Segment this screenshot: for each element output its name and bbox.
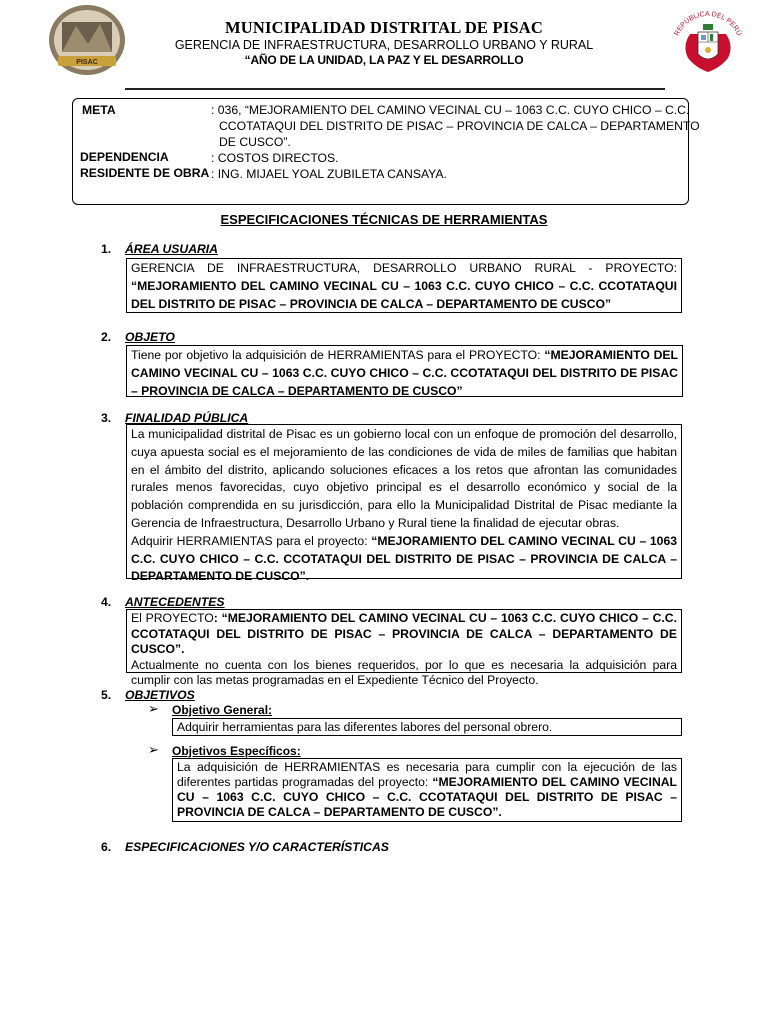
section-heading-finalidad-publica: FINALIDAD PÚBLICA bbox=[125, 411, 249, 425]
objeto-box bbox=[126, 345, 683, 397]
area-usuaria-text: GERENCIA DE INFRAESTRUCTURA, DESARROLLO URBANO RURAL - PROYECTO: bbox=[131, 261, 677, 275]
svg-text:PISAC: PISAC bbox=[76, 59, 98, 66]
finalidad-publica-text-2: Adquirir HERRAMIENTAS para el proyecto: bbox=[131, 533, 368, 548]
antecedentes-text-2: Actualmente no cuenta con los bienes requeridos, por lo que es necesaria la adquisición para cumplir con las metas programadas en el Expediente Técnico del Proyecto. bbox=[131, 657, 677, 687]
objetivos-especificos-label: Objetivos Específicos: bbox=[172, 744, 301, 758]
section-heading-objetivos: OBJETIVOS bbox=[125, 688, 195, 702]
dependencia-value: : COSTOS DIRECTOS. bbox=[211, 151, 339, 165]
finalidad-publica-project-name: “MEJORAMIENTO DEL CAMINO VECINAL CU – 1063 C.C. CUYO CHICO – C.C. CCOTATAQUI DEL DISTRITO DE PISAC – PROVINCIA DE CALCA – DEPARTAMENTO DE CUSCO”. bbox=[131, 533, 677, 584]
svg-text:REPÚBLICA DEL PERÚ: REPÚBLICA DEL PERÚ bbox=[673, 10, 743, 38]
objetivo-general-box bbox=[172, 718, 682, 736]
municipality-title: MUNICIPALIDAD DISTRITAL DE PISAC bbox=[225, 18, 543, 37]
antecedentes-project-name: : “MEJORAMIENTO DEL CAMINO VECINAL CU – 1063 C.C. CUYO CHICO – C.C. CCOTATAQUI DEL DISTRITO DE PISAC – PROVINCIA DE CALCA – DEPARTAMENTO DE CUSCO”. bbox=[131, 611, 677, 656]
antecedentes-text: El PROYECTO bbox=[131, 611, 214, 625]
arrow-bullet-icon: ➢ bbox=[148, 742, 159, 757]
meta-value-line-3: DE CUSCO”. bbox=[219, 135, 291, 149]
objetivo-general-text: Adquirir herramientas para las diferentes labores del personal obrero. bbox=[177, 720, 553, 734]
objetivos-especificos-box bbox=[172, 758, 682, 822]
document-title: ESPECIFICACIONES TÉCNICAS DE HERRAMIENTAS bbox=[220, 212, 548, 227]
department-subtitle: GERENCIA DE INFRAESTRUCTURA, DESARROLLO URBANO Y RURAL bbox=[174, 38, 594, 52]
area-usuaria-project-name: “MEJORAMIENTO DEL CAMINO VECINAL CU – 1063 C.C. CUYO CHICO – C.C. CCOTATAQUI DEL DISTRITO DE PISAC – PROVINCIA DE CALCA – DEPARTAMENTO DE CUSCO” bbox=[131, 278, 677, 311]
meta-value-line-1: : 036, “MEJORAMIENTO DEL CAMINO VECINAL CU – 1063 C.C. CUYO CHICO – C.C. bbox=[211, 103, 690, 117]
section-number: 3. bbox=[101, 411, 112, 425]
section-number: 2. bbox=[101, 330, 112, 344]
section-number: 4. bbox=[101, 595, 112, 609]
meta-label: META bbox=[82, 103, 116, 117]
section-number: 5. bbox=[101, 688, 112, 702]
section-number: 1. bbox=[101, 242, 112, 256]
section-heading-objeto: OBJETO bbox=[125, 330, 175, 344]
objetivos-especificos-project-name: “MEJORAMIENTO DEL CAMINO VECINAL CU – 1063 C.C. CUYO CHICO – C.C. CCOTATAQUI DEL DISTRITO DE PISAC – PROVINCIA DE CALCA – DEPARTAMENTO DE CUSCO”. bbox=[177, 774, 677, 819]
objetivo-general-label: Objetivo General: bbox=[172, 703, 273, 717]
section-number: 6. bbox=[101, 840, 112, 854]
section-heading-antecedentes: ANTECEDENTES bbox=[125, 595, 225, 609]
meta-value-line-2: CCOTATAQUI DEL DISTRITO DE PISAC – PROVINCIA DE CALCA – DEPARTAMENTO bbox=[219, 119, 700, 133]
objeto-project-name: “MEJORAMIENTO DEL CAMINO VECINAL CU – 1063 C.C. CUYO CHICO – C.C. CCOTATAQUI DEL DISTRITO DE PISAC – PROVINCIA DE CALCA – DEPARTAMENTO DE CUSCO” bbox=[131, 348, 679, 398]
antecedentes-box bbox=[126, 609, 682, 687]
residente-value: : ING. MIJAEL YOAL ZUBILETA CANSAYA. bbox=[211, 167, 447, 181]
arrow-bullet-icon: ➢ bbox=[148, 701, 159, 716]
residente-label: RESIDENTE DE OBRA bbox=[80, 166, 210, 180]
objetivos-especificos-text: La adquisición de HERRAMIENTAS es necesaria para cumplir con la ejecución de las diferentes partidas programadas del proyecto: bbox=[177, 760, 677, 789]
dependencia-label: DEPENDENCIA bbox=[80, 150, 169, 164]
header-divider bbox=[125, 88, 665, 90]
year-motto: “AÑO DE LA UNIDAD, LA PAZ Y EL DESARROLLO bbox=[244, 53, 524, 67]
finalidad-publica-text: La municipalidad distrital de Pisac es un gobierno local con un enfoque de promoción del desarrollo, cuya apuesta social es el mejoramiento de las condiciones de vida de miles de familias que habitan en el ámbito del distrito, aplicando soluciones eficaces a los retos que afrontan las comunidades rurales menos favorecidas, cuyo objetivo principal es el desarrollo económico y social de la población comprendida en su jurisdicción, para ello la Municipalidad Distrital de Pisac mediante la Gerencia de Infraestructura, Desarrollo Urbano y Rural tiene la finalidad de ejecutar obras. bbox=[131, 427, 677, 530]
objeto-text: Tiene por objetivo la adquisición de HERRAMIENTAS para el PROYECTO: bbox=[131, 348, 541, 362]
section-heading-area-usuaria: ÁREA USUARIA bbox=[125, 242, 218, 256]
section-heading-especificaciones: ESPECIFICACIONES Y/O CARACTERÍSTICAS bbox=[125, 840, 389, 854]
finalidad-publica-box bbox=[126, 424, 682, 584]
area-usuaria-box bbox=[126, 258, 682, 313]
